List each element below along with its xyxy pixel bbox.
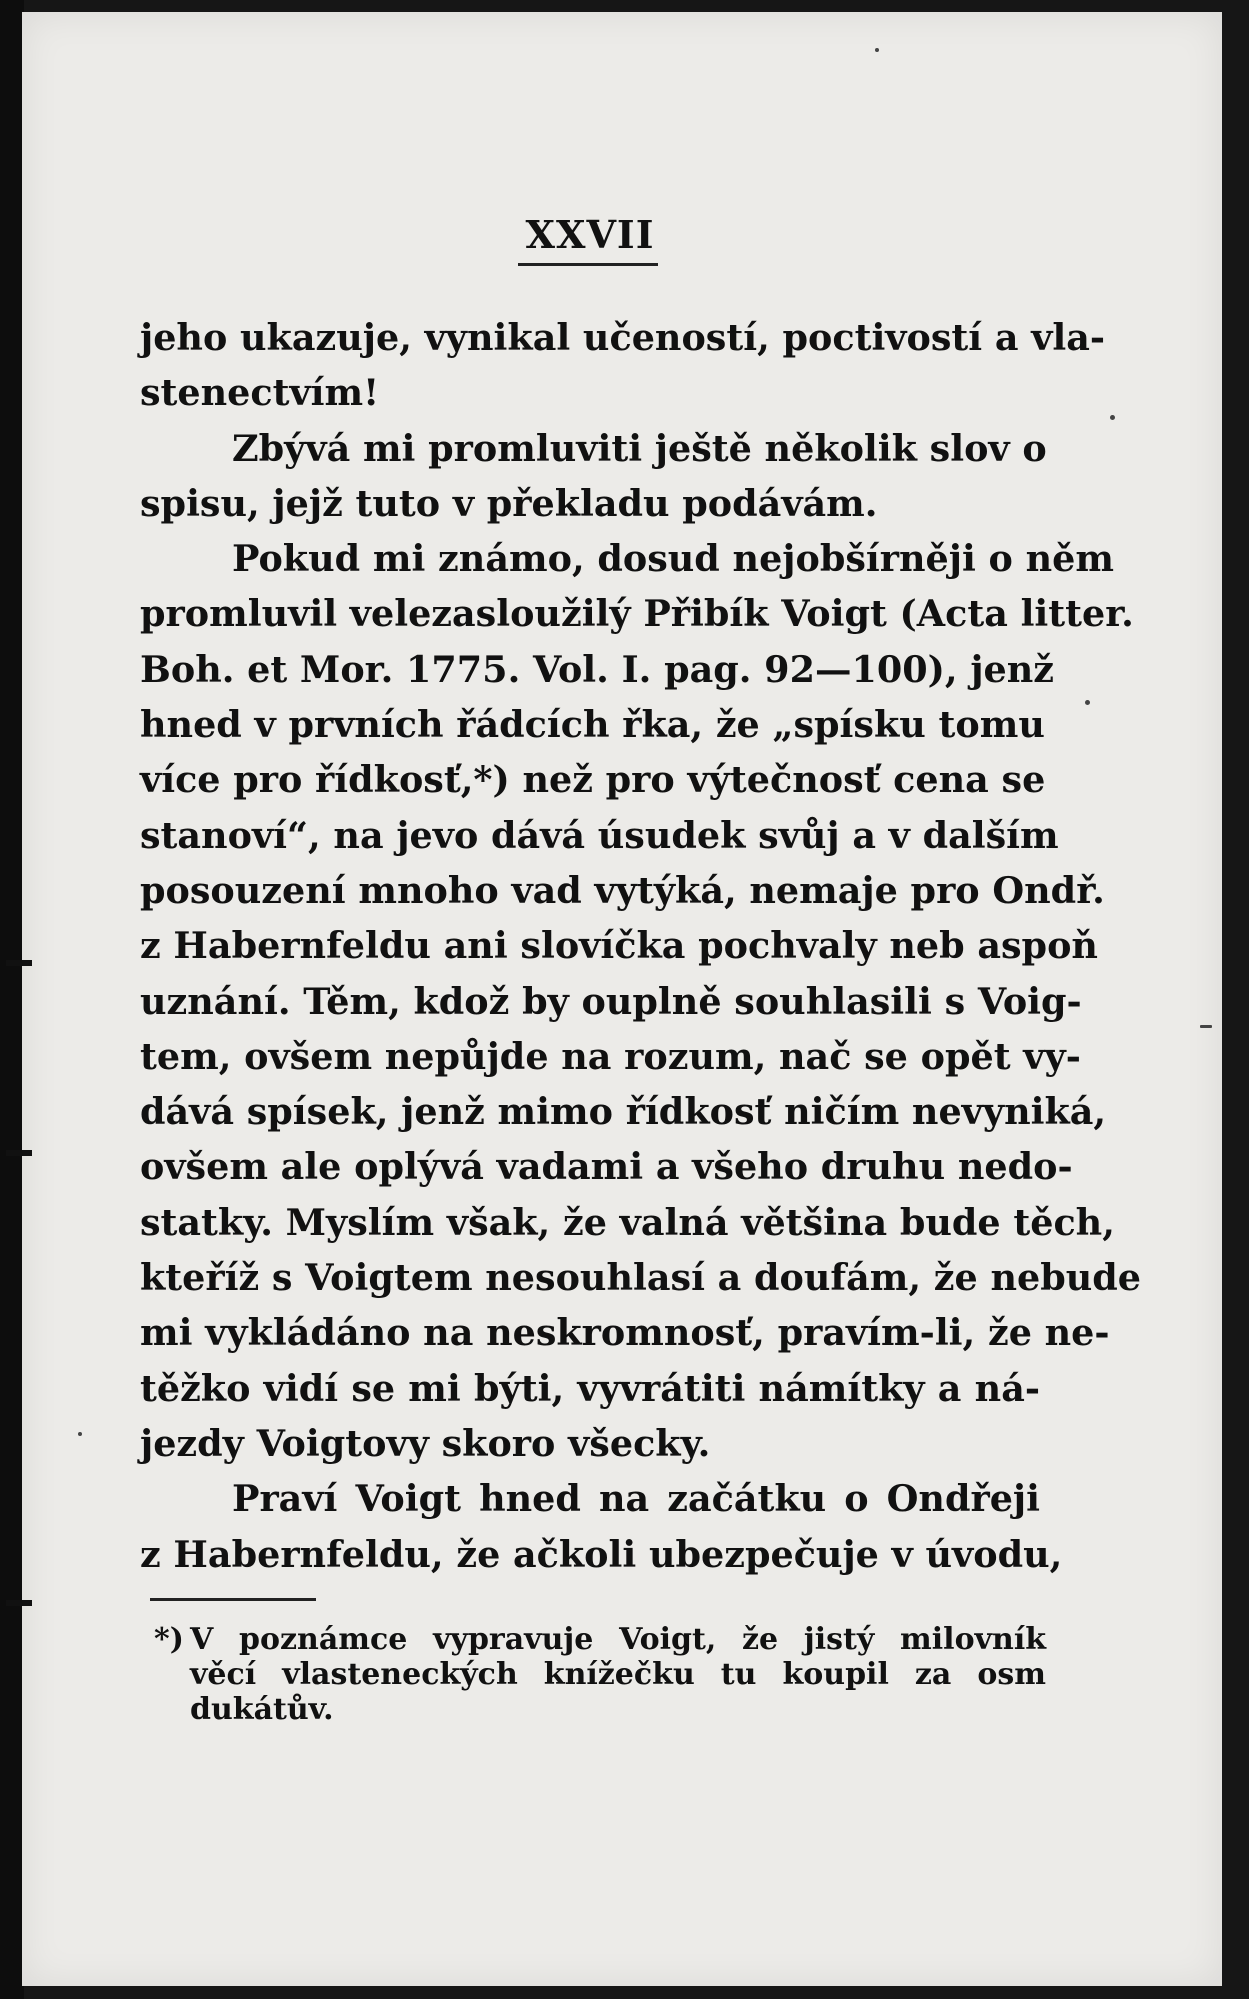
text-line: stenectvím! — [140, 371, 380, 415]
footnote-marker: *) — [154, 1622, 184, 1657]
text-line: Zbývá mi promluviti ještě několik slov o — [232, 426, 1047, 470]
text-line: jeho ukazuje, vynikal učeností, poctivostí a vla- — [140, 316, 1106, 359]
spine-mark — [6, 1600, 32, 1606]
text-line: posouzení mnoho vad vytýká, nemaje pro Ondř. — [140, 868, 1105, 912]
text-line: jezdy Voigtovy skoro všecky. — [140, 1421, 711, 1465]
text-line: tem, ovšem nepůjde na rozum, nač se opět vy- — [140, 1034, 1081, 1078]
text-line: Boh. et Mor. 1775. Vol. I. pag. 92—100), jenž — [140, 647, 1055, 691]
text-line: spisu, jejž tuto v překladu podávám. — [140, 481, 878, 525]
text-line: Praví Voigt hned na začátku o Ondřeji — [232, 1477, 1040, 1521]
text-line: více pro řídkosť,*) než pro výtečnosť cena se — [140, 758, 1046, 802]
text-line: těžko vidí se mi býti, vyvrátiti námítky a ná- — [140, 1366, 1040, 1410]
footnote — [154, 1622, 1046, 1727]
footnote-line: V poznámce vypravuje Voigt, že jistý milovník — [190, 1622, 1046, 1657]
spine-mark — [6, 1150, 32, 1156]
print-speck — [1085, 700, 1090, 705]
text-line: uznání. Těm, kdož by ouplně souhlasili s Voig- — [140, 979, 1082, 1023]
text-line: dává spísek, jenž mimo řídkosť ničím nevyniká, — [140, 1090, 1107, 1134]
footnote-line: věcí vlasteneckých knížečku tu koupil za osm — [190, 1657, 1046, 1692]
print-speck — [1110, 415, 1115, 420]
text-line: promluvil velezasloužilý Přibík Voigt (Acta litter. — [140, 592, 1134, 636]
print-speck — [1200, 1025, 1212, 1028]
text-line: stanoví“, na jevo dává úsudek svůj a v dalším — [140, 813, 1059, 857]
print-speck — [875, 48, 879, 52]
text-line: kteříž s Voigtem nesouhlasí a doufám, že nebude — [140, 1256, 1142, 1300]
footnote-line: dukátův. — [190, 1692, 334, 1727]
text-line: Pokud mi známo, dosud nejobšírněji o něm — [232, 537, 1114, 581]
header-rule — [518, 263, 658, 266]
spine-mark — [6, 960, 32, 966]
print-speck — [78, 1432, 82, 1436]
page-number: XXVII — [525, 212, 655, 257]
body-text — [140, 310, 1142, 1582]
text-line: z Habernfeldu ani slovíčka pochvaly neb aspoň — [140, 924, 1098, 968]
text-line: z Habernfeldu, že ačkoli ubezpečuje v úvodu, — [140, 1532, 1063, 1576]
text-line: mi vykládáno na neskromnosť, pravím-li, že ne- — [140, 1311, 1110, 1355]
text-line: statky. Myslím však, že valná většina bude těch, — [140, 1200, 1115, 1244]
text-line: hned v prvních řádcích řka, že „spísku tomu — [140, 703, 1045, 747]
text-line: ovšem ale oplývá vadami a všeho druhu nedo- — [140, 1145, 1073, 1189]
footnote-rule — [150, 1598, 316, 1601]
book-spine — [0, 0, 24, 1999]
